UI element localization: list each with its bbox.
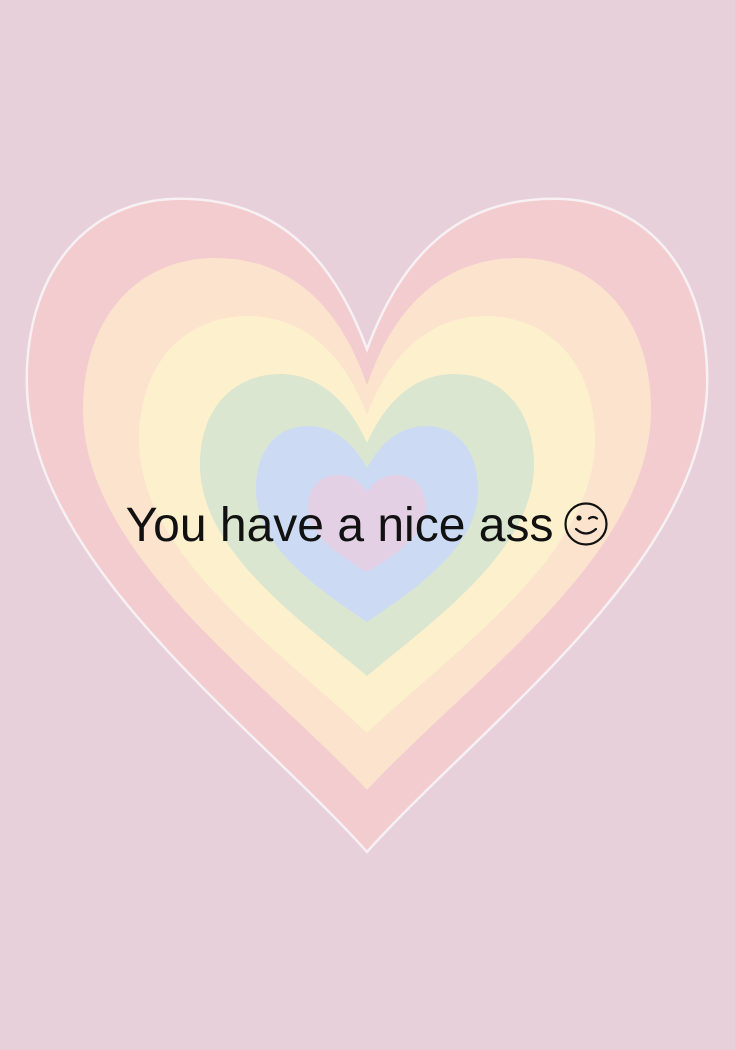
message-text: You have a nice ass — [125, 499, 554, 552]
wink-face-icon — [563, 501, 609, 562]
message-text-line — [0, 496, 735, 562]
